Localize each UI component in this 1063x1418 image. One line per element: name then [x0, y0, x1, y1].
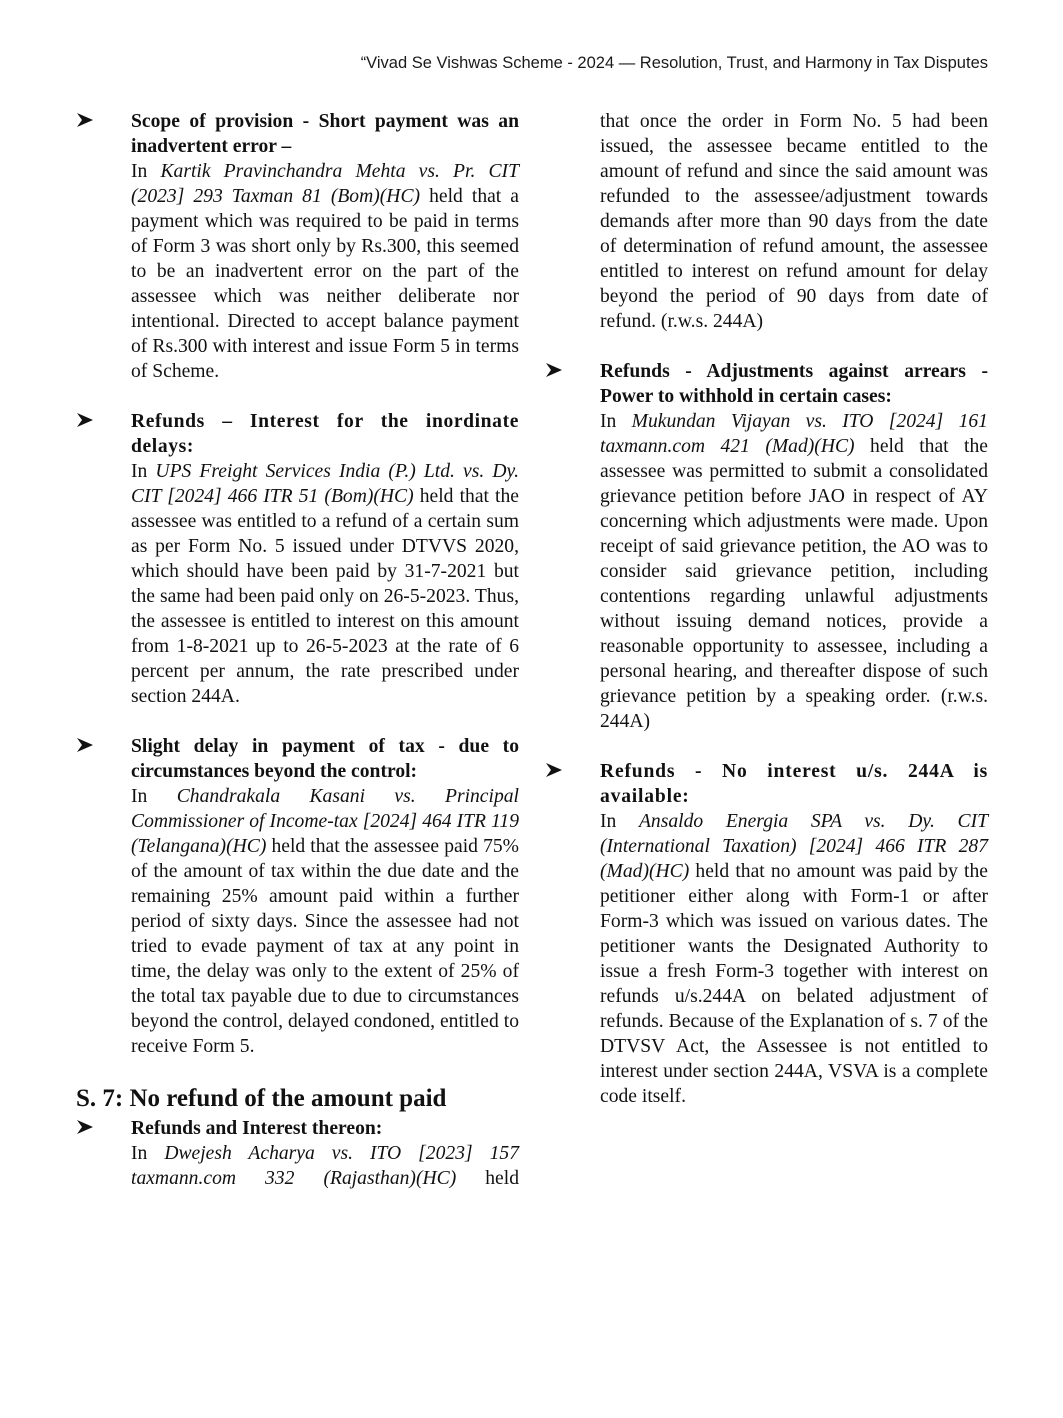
body-prefix: In	[131, 461, 156, 482]
list-item	[76, 109, 519, 384]
list-item	[76, 409, 519, 709]
running-header: “Vivad Se Vishwas Scheme - 2024 — Resolution, Trust, and Harmony in Tax Disputes	[360, 54, 988, 72]
body-text: held that the assessee was entitled to a refund of a certain sum as per Form No. 5 issued under DTVVS 2020, which should have been paid by 31-7-2021 but the same had been paid only on 26-5-2023. Thus, the assessee is entitled to interest on this amount from 1-8-2021 up to 26-5-2023 at the rate of 6 percent per annum, the rate prescribed under section 244A.	[131, 486, 519, 707]
item-title: Refunds and Interest thereon:	[131, 1118, 383, 1139]
left-column	[76, 109, 519, 1191]
continued-body-text: that once the order in Form No. 5 had been issued, the assessee became entitled to the amount of refund and since the said amount was refunded to the assessee/adjustment towards demands after more than 90 days from the date of determination of refund amount, the assessee entitled to interest on refund amount for delay beyond the period of 90 days from date of refund. (r.w.s. 244A)	[600, 111, 988, 332]
item-body	[600, 409, 988, 734]
arrowhead-bullet-icon	[76, 411, 94, 429]
item-title: Scope of provision - Short payment was an inadvertent error –	[131, 111, 519, 157]
list-item	[76, 1116, 519, 1191]
body-prefix: In	[131, 786, 177, 807]
item-body	[131, 159, 519, 384]
body-text: held that the assessee paid 75% of the amount of tax within the due date and the remaining 25% amount paid within a further period of sixty days. Since the assessee had not tried to evade payment of tax at any point in time, the delay was only to the extent of 25% of the total tax payable due to due to circumstances beyond the control, delayed condoned, entitled to receive Form 5.	[131, 836, 519, 1057]
case-citation: Mukundan Vijayan vs. ITO [2024] 161 taxmann.com 421 (Mad)(HC)	[600, 411, 988, 457]
item-title: Refunds - Adjustments against arrears - Power to withhold in certain cases:	[600, 361, 988, 407]
item-body	[131, 1141, 519, 1191]
body-text: held that a payment which was required to be paid in terms of Form 3 was short only by Rs.300, this seemed to be an inadvertent error on the part of the assessee which was neither deliberate nor intentional. Directed to accept balance payment of Rs.300 with interest and issue Form 5 in terms of Scheme.	[131, 186, 519, 382]
arrowhead-bullet-icon	[76, 736, 94, 754]
item-title: Refunds – Interest for the inordinate delays:	[131, 411, 519, 457]
arrowhead-bullet-icon	[76, 111, 94, 129]
body-prefix: In	[131, 161, 161, 182]
body-text: held	[456, 1168, 519, 1189]
item-title: Refunds - No interest u/s. 244A is available:	[600, 761, 988, 807]
arrowhead-bullet-icon	[545, 361, 563, 379]
list-item	[76, 734, 519, 1059]
item-body	[600, 809, 988, 1109]
case-citation: Dwejesh Acharya vs. ITO [2023] 157 taxmann.com 332 (Rajasthan)(HC)	[131, 1143, 519, 1189]
arrowhead-bullet-icon	[545, 761, 563, 779]
case-citation: Ansaldo Energia SPA vs. Dy. CIT (International Taxation) [2024] 466 ITR 287 (Mad)(HC)	[600, 811, 988, 882]
case-citation: UPS Freight Services India (P.) Ltd. vs. Dy. CIT [2024] 466 ITR 51 (Bom)(HC)	[131, 461, 519, 507]
body-text: held that no amount was paid by the petitioner either along with Form-1 or after Form-3 which was issued on various dates. The petitioner wants the Designated Authority to issue a fresh Form-3 together with interest on refunds u/s.244A on belated adjustment of refunds. Because of the Explanation of s. 7 of the DTVSV Act, the Assessee is not entitled to interest under section 244A, VSVA is a complete code itself.	[600, 861, 988, 1107]
item-title: Slight delay in payment of tax - due to circumstances beyond the control:	[131, 736, 519, 782]
body-text: held that the assessee was permitted to submit a consolidated grievance petition before JAO in respect of AY concerning which adjustments were made. Upon receipt of said grievance petition, the AO was to consider said grievance petition, including contentions regarding unlawful adjustments without issuing demand notices, provide a reasonable opportunity to assessee, including a personal hearing, and thereafter dispose of such grievance petition by a speaking order. (r.w.s. 244A)	[600, 436, 988, 732]
item-body	[131, 784, 519, 1059]
case-citation: Kartik Pravinchandra Mehta vs. Pr. CIT (2023] 293 Taxman 81 (Bom)(HC)	[131, 161, 519, 207]
right-column	[545, 109, 988, 1134]
item-body	[131, 459, 519, 709]
case-citation: Chandrakala Kasani vs. Principal Commissioner of Income-tax [2024] 464 ITR 119 (Telangana)(HC)	[131, 786, 519, 857]
body-prefix: In	[600, 411, 632, 432]
section-heading: S. 7: No refund of the amount paid	[76, 1085, 447, 1112]
body-prefix: In	[600, 811, 639, 832]
list-item	[545, 759, 988, 1109]
body-prefix: In	[131, 1143, 165, 1164]
arrowhead-bullet-icon	[76, 1118, 94, 1136]
list-item	[545, 359, 988, 734]
